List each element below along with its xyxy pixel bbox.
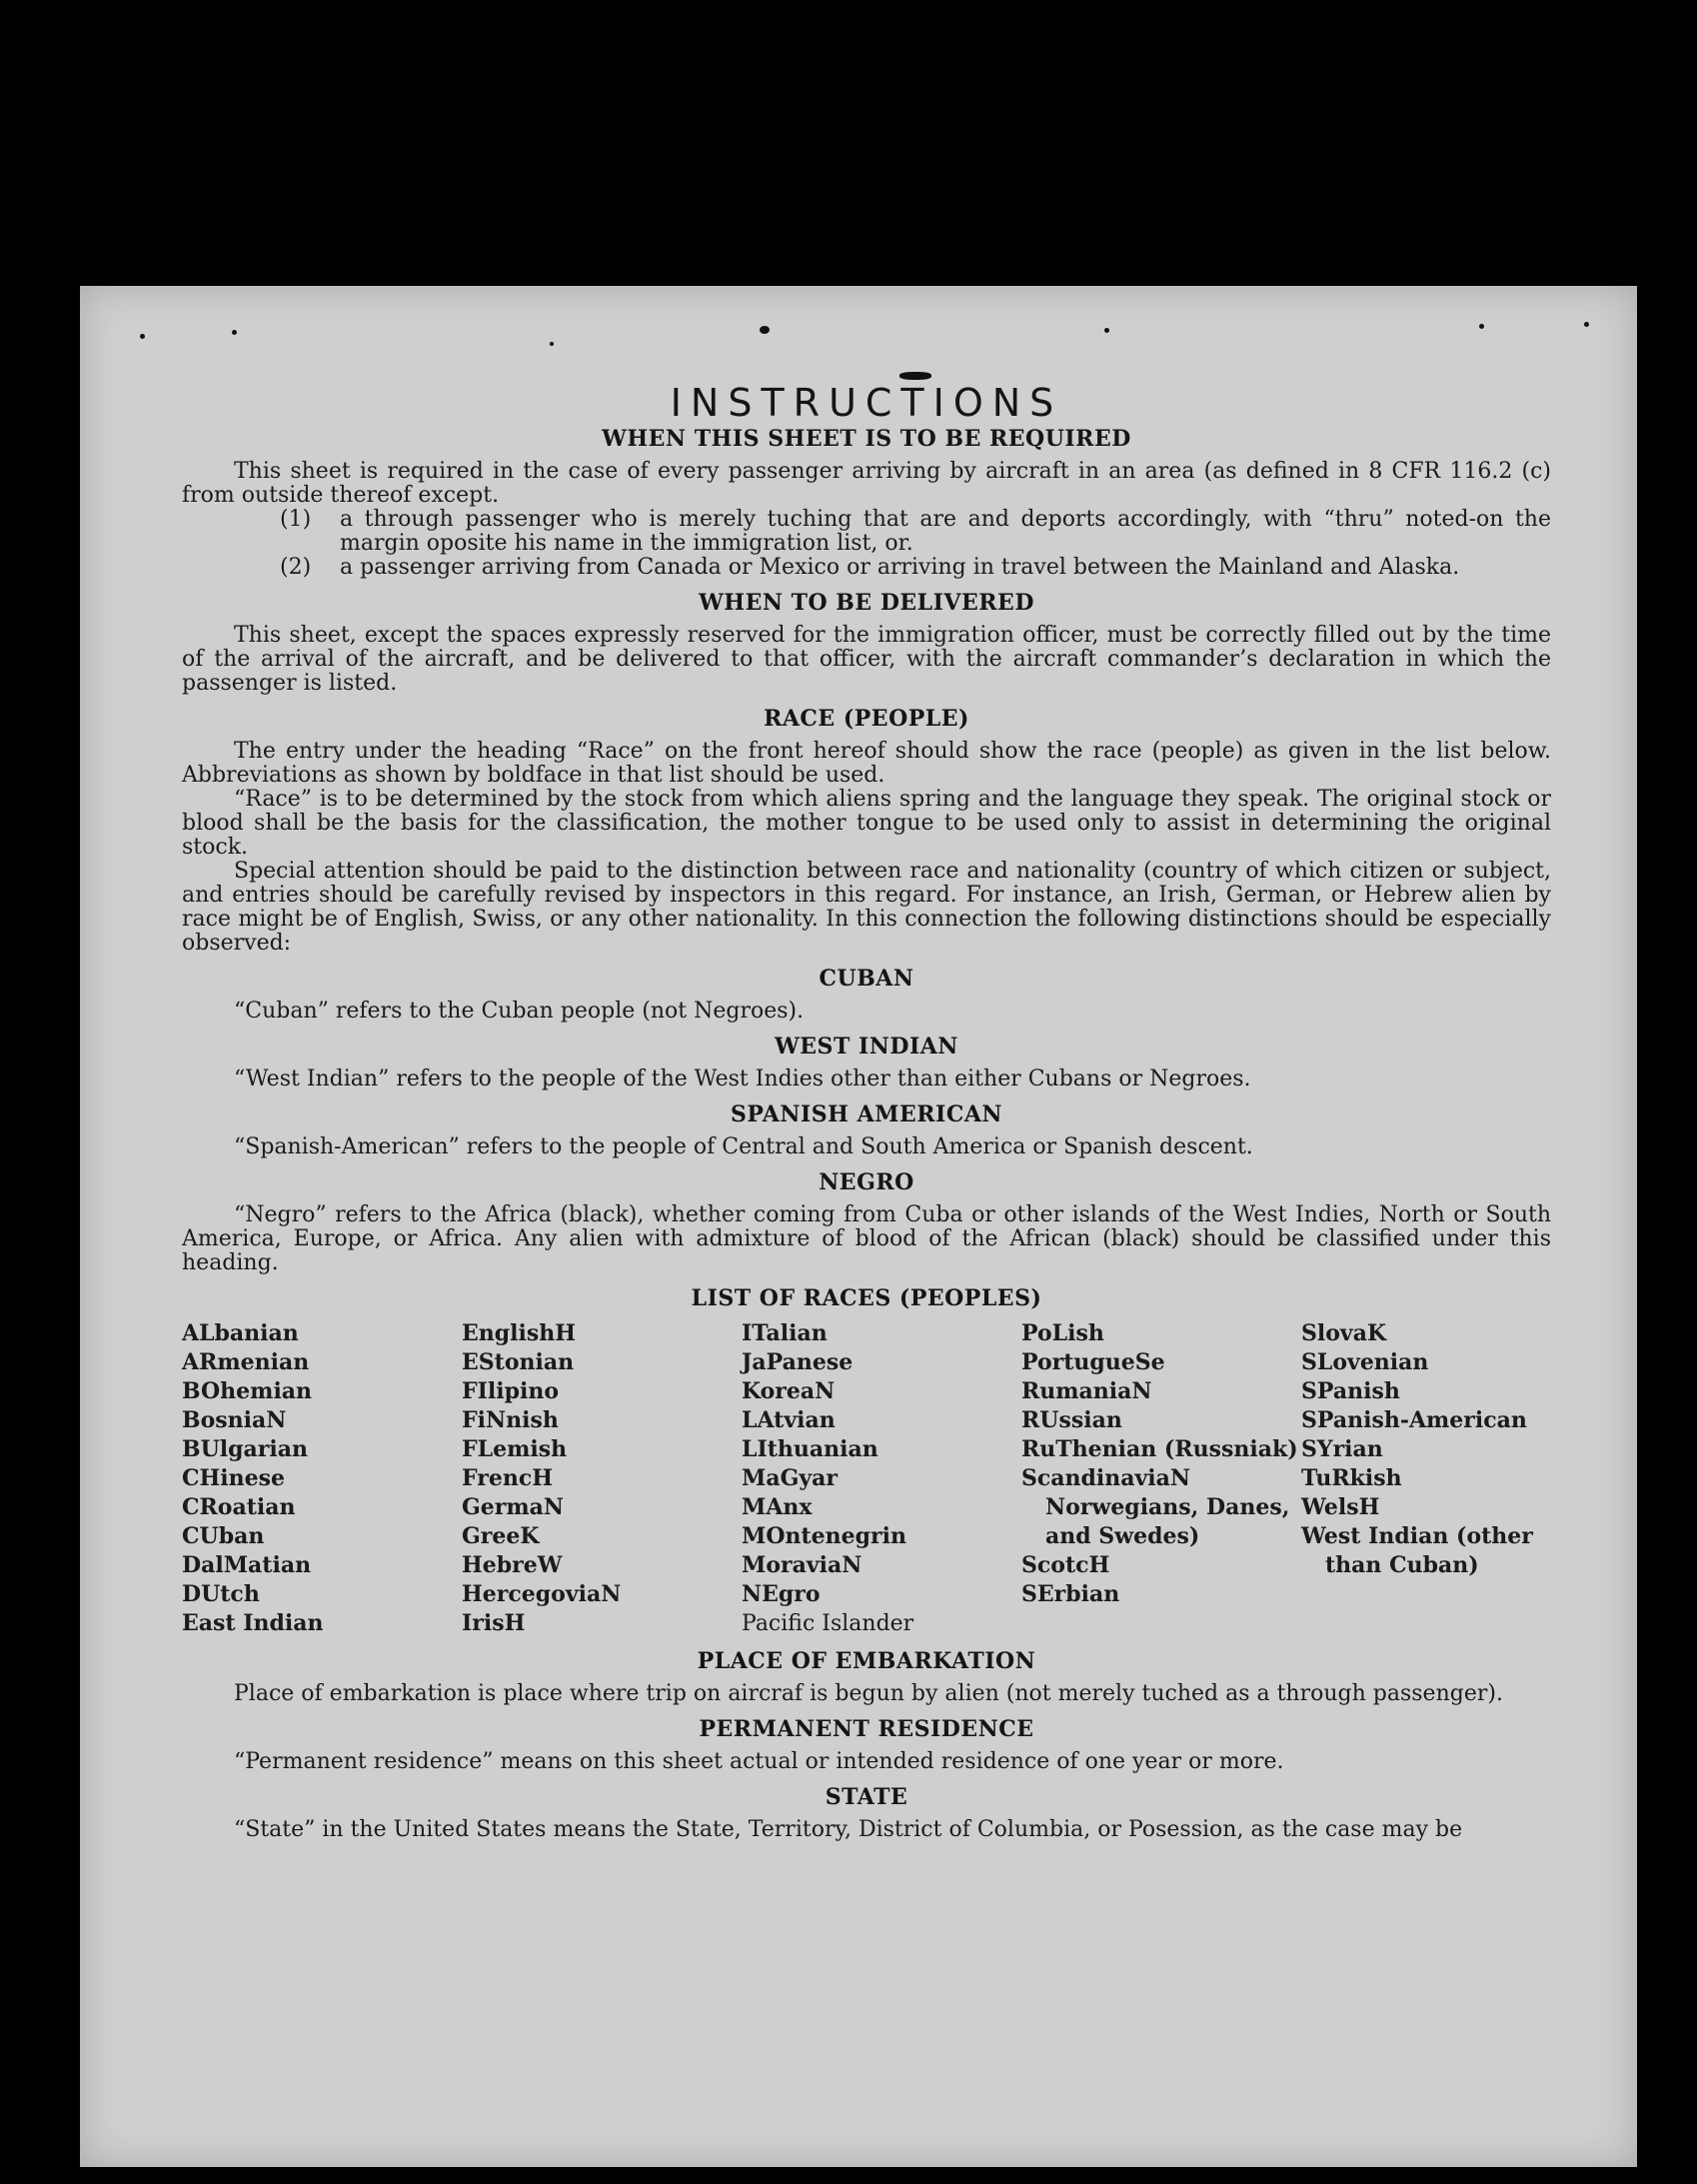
race-entry: HercegoviaN [462, 1581, 622, 1607]
paper-speck [550, 342, 554, 346]
race-entry: MOntenegrin [742, 1523, 906, 1549]
paper-speck [1584, 322, 1589, 327]
race-entry: ScotcH [1021, 1552, 1110, 1578]
race-entry: ALbanian [182, 1320, 299, 1346]
race-entry: JaPanese [742, 1349, 853, 1375]
race-entry: CRoatian [182, 1494, 296, 1520]
heading-list-of-races: LIST OF RACES (PEOPLES) [691, 1285, 1042, 1311]
race-entry: BUlgarian [182, 1436, 308, 1462]
heading-spanish-american: SPANISH AMERICAN [730, 1101, 1003, 1127]
race-entry: EStonian [462, 1349, 575, 1375]
race-entry: FLemish [462, 1436, 568, 1462]
race-entry: SLovenian [1301, 1349, 1429, 1375]
race-entry: NEgro [742, 1581, 821, 1607]
race-entry: FiNnish [462, 1407, 559, 1433]
paper-speck [1104, 328, 1109, 333]
race-paragraph-2: “Race” is to be determined by the stock from which aliens spring and the language they speak. The original stock or blood shall be the basis for the classification, the mother tongue to be used only to assist in determining the original stock. [182, 787, 1551, 860]
race-paragraph-1: The entry under the heading “Race” on the front hereof should show the race (people) as given in the list below. Abbreviations as shown by boldface in that list should be used. [182, 739, 1551, 788]
race-entry: CHinese [182, 1465, 286, 1491]
embarkation-text: Place of embarkation is place where trip on aircraf is begun by alien (not merely tuched as a through passenger). [234, 1681, 1503, 1706]
item-text: a passenger arriving from Canada or Mexico or arriving in travel between the Mainland and Alaska. [340, 555, 1460, 580]
list-item [182, 556, 1551, 580]
races-column-4 [1021, 1319, 1301, 1638]
race-entry: MoraviaN [742, 1552, 862, 1578]
race-entry: CUban [182, 1523, 265, 1549]
race-entry: KoreaN [742, 1378, 836, 1404]
race-entry: FrencH [462, 1465, 553, 1491]
race-entry: RUssian [1021, 1407, 1122, 1433]
paper-speck [232, 330, 237, 335]
delivered-text: This sheet, except the spaces expressly reserved for the immigration officer, must be correctly filled out by the time of the arrival of the aircraft, and be delivered to that officer, with the aircraft commander’s declaration in which the passenger is listed. [182, 623, 1551, 696]
paper-speck [760, 326, 770, 334]
item-number: (1) [280, 507, 312, 532]
race-entry: SPanish-American [1301, 1407, 1527, 1433]
heading-cuban: CUBAN [819, 966, 914, 992]
cuban-text: “Cuban” refers to the Cuban people (not Negroes). [234, 999, 805, 1024]
race-entry: IrisH [462, 1610, 526, 1636]
heading-when-delivered: WHEN TO BE DELIVERED [699, 590, 1034, 616]
instructions-content [182, 382, 1551, 1842]
exception-list [182, 508, 1551, 580]
race-entry: LAtvian [742, 1407, 836, 1433]
races-column-5 [1301, 1319, 1551, 1638]
heading-permanent-residence: PERMANENT RESIDENCE [699, 1716, 1034, 1742]
race-paragraph-3: Special attention should be paid to the distinction between race and nationality (country of which citizen or subject, and entries should be carefully revised by inspectors in this regard. For instance, an Irish, German, or Hebrew alien by race might be of English, Swiss, or any other nationality. In this connection the following distinctions should be especially observed: [182, 859, 1551, 956]
item-text: a through passenger who is merely tuching that are and deports accordingly, with “thru” noted-on the margin oposite his name in the immigration list, or. [340, 507, 1551, 556]
page-title: INSTRUCTIONS [670, 381, 1063, 425]
race-entry: Pacific Islander [742, 1611, 914, 1636]
document-page [80, 286, 1637, 2167]
race-entry: LIthuanian [742, 1436, 878, 1462]
race-entry: DUtch [182, 1581, 260, 1607]
heading-race: RACE (PEOPLE) [764, 706, 969, 732]
race-entry: ITalian [742, 1320, 828, 1346]
race-entry: GreeK [462, 1523, 540, 1549]
race-entry: BOhemian [182, 1378, 313, 1404]
race-entry: FIlipino [462, 1378, 560, 1404]
spanish-american-text: “Spanish-American” refers to the people of Central and South America or Spanish descent. [234, 1134, 1253, 1159]
west-indian-text: “West Indian” refers to the people of the West Indies other than either Cubans or Negroes. [234, 1067, 1251, 1092]
race-entry: SlovaK [1301, 1320, 1387, 1346]
race-entry: MAnx [742, 1494, 813, 1520]
heading-west-indian: WEST INDIAN [775, 1034, 958, 1060]
race-entry: ScandinaviaN Norwegians, Danes, and Swedes) [1021, 1465, 1290, 1549]
heading-when-required: WHEN THIS SHEET IS TO BE REQUIRED [602, 426, 1131, 452]
race-entry: ARmenian [182, 1349, 310, 1375]
race-entry: PortugueSe [1021, 1349, 1165, 1375]
races-column-2 [462, 1319, 742, 1638]
required-intro: This sheet is required in the case of every passenger arriving by aircraft in an area (as defined in 8 CFR 116.2 (c) from outside thereof except. [182, 459, 1551, 508]
race-entry: WelsH [1301, 1494, 1380, 1520]
race-entry: SPanish [1301, 1378, 1400, 1404]
race-entry: BosniaN [182, 1407, 287, 1433]
race-entry: SErbian [1021, 1581, 1120, 1607]
race-entry: RumaniaN [1021, 1378, 1152, 1404]
paper-speck [140, 334, 145, 339]
negro-text: “Negro” refers to the Africa (black), whether coming from Cuba or other islands of the West Indies, North or South America, Europe, or Africa. Any alien with admixture of blood of the African (black) should be classified under this heading. [182, 1202, 1551, 1275]
heading-state: STATE [825, 1784, 908, 1810]
race-entry: MaGyar [742, 1465, 839, 1491]
races-column-1 [182, 1319, 462, 1638]
race-entry: TuRkish [1301, 1465, 1402, 1491]
races-list [182, 1319, 1551, 1638]
race-entry: DalMatian [182, 1552, 312, 1578]
heading-place-of-embarkation: PLACE OF EMBARKATION [697, 1648, 1036, 1674]
races-column-3 [742, 1319, 1021, 1638]
race-entry: EnglishH [462, 1320, 577, 1346]
paper-speck [1479, 324, 1484, 329]
item-number: (2) [280, 555, 312, 580]
race-entry: East Indian [182, 1610, 324, 1636]
race-entry: SYrian [1301, 1436, 1383, 1462]
list-item [182, 508, 1551, 556]
state-text: “State” in the United States means the State, Territory, District of Columbia, or Posession, as the case may be [234, 1817, 1463, 1842]
heading-negro: NEGRO [819, 1169, 914, 1195]
race-entry: GermaN [462, 1494, 565, 1520]
race-entry: PoLish [1021, 1320, 1104, 1346]
race-entry: RuThenian (Russniak) [1021, 1436, 1298, 1462]
paper-speck [899, 372, 931, 380]
race-entry: West Indian (other than Cuban) [1301, 1523, 1533, 1578]
residence-text: “Permanent residence” means on this sheet actual or intended residence of one year or more. [234, 1749, 1284, 1774]
race-entry: HebreW [462, 1552, 563, 1578]
